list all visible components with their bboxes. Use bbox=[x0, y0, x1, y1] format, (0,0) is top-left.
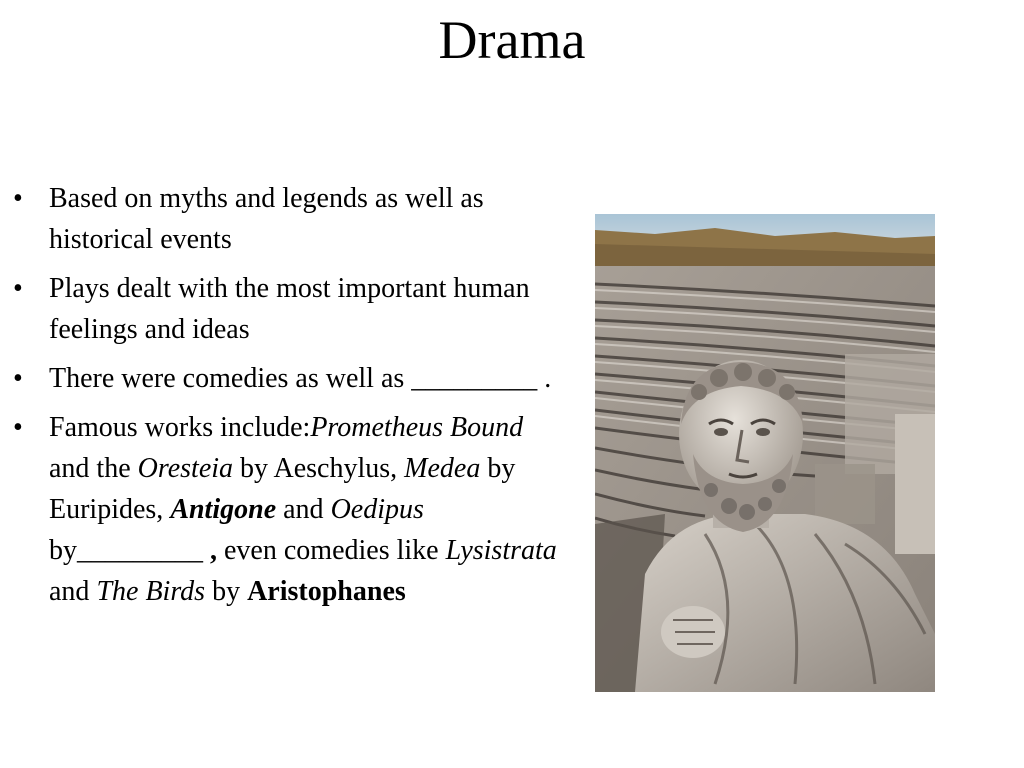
work-title-antigone: Antigone bbox=[170, 494, 277, 525]
bullet-text-part: by_________ bbox=[49, 535, 210, 566]
bullet-marker: • bbox=[13, 273, 23, 304]
greek-playwright-bust-theater-photo bbox=[595, 214, 935, 692]
bullet-text bbox=[49, 412, 557, 607]
bullet-text-part: Based on myths and legends as well as historical events bbox=[49, 183, 484, 255]
bullet-text-part: and bbox=[49, 576, 97, 607]
work-title-prometheus-bound: Prometheus Bound bbox=[310, 412, 524, 443]
bullet-text-part: and the bbox=[49, 453, 138, 484]
bullet-text-part: even comedies like bbox=[217, 535, 446, 566]
bullet-text-part: by Euripides, bbox=[49, 453, 516, 525]
bullet-marker: • bbox=[13, 183, 23, 214]
bullet-text bbox=[49, 183, 484, 255]
bullet-text-part: There were comedies as well as _________ . bbox=[49, 363, 552, 394]
bullet-item bbox=[0, 407, 560, 612]
work-title-oresteia: Oresteia bbox=[137, 453, 234, 484]
work-title-the-birds: The Birds bbox=[96, 576, 206, 607]
bullet-list bbox=[0, 178, 560, 620]
bullet-text-part: by Aeschylus, bbox=[233, 453, 405, 484]
work-title-lysistrata: Lysistrata bbox=[445, 535, 557, 566]
bullet-marker: • bbox=[13, 412, 23, 443]
work-title-medea: Medea bbox=[404, 453, 481, 484]
bullet-text bbox=[49, 363, 551, 394]
bullet-text bbox=[49, 273, 530, 345]
bullet-text-part: and bbox=[276, 494, 331, 525]
bullet-marker: • bbox=[13, 363, 23, 394]
bullet-text-part: Famous works include: bbox=[49, 412, 311, 443]
bullet-text-part: Plays dealt with the most important human feelings and ideas bbox=[49, 273, 530, 345]
slide-title: Drama bbox=[438, 10, 586, 70]
bullet-item bbox=[0, 268, 560, 350]
bullet-item bbox=[0, 178, 560, 260]
bullet-item bbox=[0, 358, 560, 399]
bullet-text-part: by bbox=[205, 576, 248, 607]
bullet-text-comma: , bbox=[210, 535, 217, 566]
author-aristophanes: Aristophanes bbox=[247, 576, 406, 607]
work-title-oedipus: Oedipus bbox=[330, 494, 424, 525]
